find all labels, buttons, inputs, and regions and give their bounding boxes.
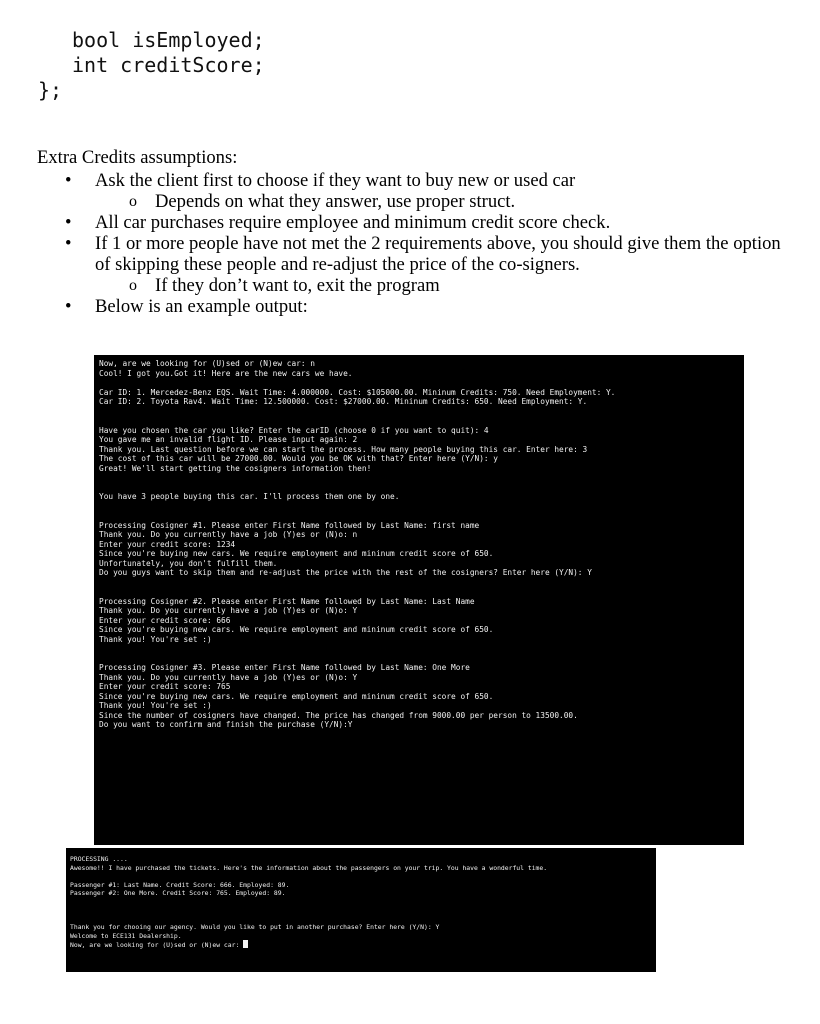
terminal-line: Thank you. Last question before we can start the process. How many people buying this car. Enter here: 3	[99, 444, 588, 454]
terminal-line: PROCESSING ....	[70, 855, 128, 863]
terminal-line: Since the number of cosigners have changed. The price has changed from 9000.00 per person to 13500.00.	[99, 710, 578, 720]
terminal-output-screenshot	[94, 355, 744, 845]
terminal-line: Thank you. Do you currently have a job (Y)es or (N)o: n	[99, 530, 358, 539]
bullet-item	[37, 212, 797, 233]
terminal-line: Processing Cosigner #1. Please enter First Name followed by Last Name: first name	[99, 520, 480, 530]
terminal-line: Enter your credit score: 765	[99, 682, 231, 691]
terminal-line: Do you want to confirm and finish the purchase (Y/N):Y	[99, 720, 353, 729]
sub-bullet-list	[95, 191, 797, 212]
terminal-line: Since you're buying new cars. We require employment and mininum credit score of 650.	[99, 691, 494, 701]
bullet-item	[37, 233, 797, 296]
terminal-line: Enter your credit score: 666	[99, 615, 231, 625]
code-snippet	[38, 28, 265, 103]
terminal-line	[99, 511, 739, 521]
terminal-line: You have 3 people buying this car. I'll process them one by one.	[99, 492, 400, 501]
bullet-text: Below is an example output:	[95, 296, 308, 317]
terminal-line: Welcome to ECE131 Dealership.	[70, 931, 182, 940]
bullet-item	[37, 296, 797, 317]
terminal-line: You gave me an invalid flight ID. Please input again: 2	[99, 435, 358, 444]
terminal-line	[99, 407, 739, 417]
terminal-line: Passenger #2: One More. Credit Score: 765. Employed: 89.	[70, 889, 286, 897]
terminal-line	[70, 915, 652, 924]
code-line: };	[38, 78, 63, 102]
bullet-text: If 1 or more people have not met the 2 requirements above, you should give them the option of skipping these people and re-adjust the price of the co-signers.	[95, 233, 781, 275]
terminal-output-screenshot-continued	[66, 848, 656, 972]
terminal-line	[70, 906, 652, 915]
bullet-text: All car purchases require employee and minimum credit score check.	[95, 212, 611, 233]
code-line: int creditScore;	[72, 53, 265, 77]
terminal-line: Processing Cosigner #2. Please enter First Name followed by Last Name: Last Name	[99, 596, 475, 606]
terminal-line: Enter your credit score: 1234	[99, 539, 236, 549]
terminal-line: Car ID: 1. Mercedez-Benz EQS. Wait Time: 4.000000. Cost: $105000.00. Mininum Credits: 750. Need Employment: Y.	[99, 387, 616, 397]
bullet-list	[37, 170, 797, 317]
terminal-line: Thank you. Do you currently have a job (Y)es or (N)o: Y	[99, 672, 358, 682]
document-body	[37, 147, 797, 317]
bullet-item	[37, 170, 797, 212]
terminal-line: Car ID: 2. Toyota Rav4. Wait Time: 12.500000. Cost: $27000.00. Mininum Credits: 650. Need Employment: Y.	[99, 397, 588, 406]
section-heading: Extra Credits assumptions:	[37, 147, 238, 168]
terminal-line: Processing Cosigner #3. Please enter First Name followed by Last Name: One More	[99, 663, 470, 672]
terminal-line	[99, 473, 739, 483]
terminal-line: Do you guys want to skip them and re-adjust the price with the rest of the cosigners? Enter here (Y/N): Y	[99, 568, 592, 577]
terminal-line: Since you're buying new cars. We require employment and mininum credit score of 650.	[99, 549, 494, 558]
terminal-line	[99, 378, 739, 388]
terminal-line	[99, 644, 739, 654]
terminal-line	[99, 483, 739, 493]
sub-bullet-item: o If they don’t want to, exit the program	[95, 275, 797, 296]
sub-bullet-item: o Depends on what they answer, use proper struct.	[95, 191, 797, 212]
terminal-line: Thank you! You're set :)	[99, 701, 212, 710]
terminal-line	[99, 654, 739, 664]
terminal-line: The cost of this car will be 27000.00. Would you be OK with that? Enter here (Y/N): y	[99, 454, 499, 463]
terminal-line: Now, are we looking for (U)sed or (N)ew car:	[70, 940, 652, 950]
terminal-line: Since you're buying new cars. We require employment and mininum credit score of 650.	[99, 625, 494, 634]
terminal-line: Cool! I got you.Got it! Here are the new cars we have.	[99, 368, 353, 378]
terminal-line	[99, 578, 739, 588]
code-line: bool isEmployed;	[72, 28, 265, 52]
terminal-line: Passenger #1: Last Name. Credit Score: 666. Employed: 89.	[70, 880, 290, 889]
terminal-line: Thank you. Do you currently have a job (Y)es or (N)o: Y	[99, 606, 358, 615]
terminal-line: Great! We'll start getting the cosigners information then!	[99, 463, 372, 473]
terminal-line	[70, 872, 652, 881]
bullet-text: Ask the client first to choose if they want to buy new or used car	[95, 170, 576, 191]
terminal-line	[99, 587, 739, 597]
terminal-line: Awesome!! I have purchased the tickets. Here's the information about the passengers on your trip. You have a wonderful time.	[70, 863, 548, 872]
terminal-cursor	[243, 940, 248, 948]
terminal-line	[99, 502, 739, 512]
terminal-line: Have you chosen the car you like? Enter the carID (choose 0 if you want to quit): 4	[99, 425, 489, 435]
terminal-line: Thank you! You're set :)	[99, 634, 212, 644]
terminal-line: Thank you for chooing our agency. Would you like to put in another purchase? Enter here (Y/N): Y	[70, 923, 440, 931]
terminal-line: Now, are we looking for (U)sed or (N)ew car: n	[99, 359, 315, 368]
terminal-line	[99, 416, 739, 426]
sub-bullet-list	[95, 275, 797, 296]
terminal-line: Unfortunately, you don't fulfill them.	[99, 558, 278, 568]
terminal-line	[70, 898, 652, 907]
